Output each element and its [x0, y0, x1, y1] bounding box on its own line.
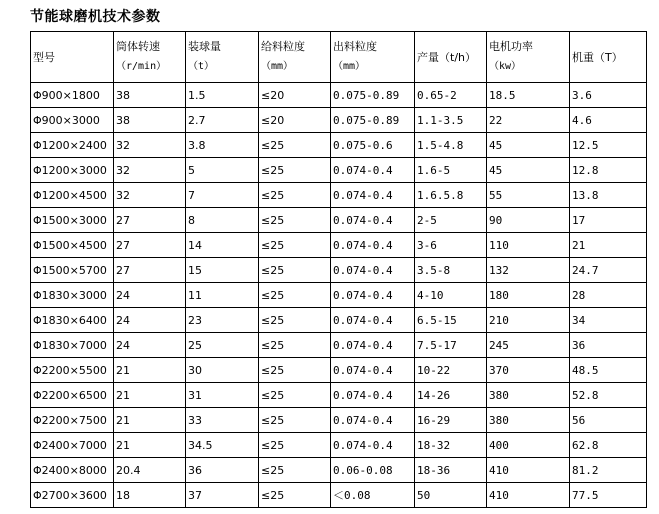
cell-feed-size: ≤25 [259, 458, 331, 483]
table-row [31, 458, 647, 483]
table-row [31, 358, 647, 383]
cell-ball-load: 37 [186, 483, 259, 508]
cell-discharge-size: 0.075-0.6 [331, 133, 415, 158]
cell-ball-load: 33 [186, 408, 259, 433]
cell-motor-power: 18.5 [487, 83, 570, 108]
cell-capacity: 7.5-17 [415, 333, 487, 358]
cell-capacity: 1.5-4.8 [415, 133, 487, 158]
cell-weight: 52.8 [570, 383, 647, 408]
header-speed [114, 32, 186, 83]
cell-feed-size: ≤25 [259, 233, 331, 258]
header-label: 出料粒度 [333, 40, 377, 53]
cell-feed-size: ≤20 [259, 108, 331, 133]
cell-discharge-size: 0.074-0.4 [331, 208, 415, 233]
cell-weight: 77.5 [570, 483, 647, 508]
cell-speed: 24 [114, 308, 186, 333]
cell-motor-power: 380 [487, 383, 570, 408]
cell-discharge-size: 0.074-0.4 [331, 308, 415, 333]
cell-model: Φ2400×7000 [31, 433, 114, 458]
header-label: 型号 [33, 51, 55, 64]
table-row [31, 408, 647, 433]
cell-feed-size: ≤25 [259, 333, 331, 358]
cell-discharge-size: 0.074-0.4 [331, 233, 415, 258]
header-label: 装球量 [188, 40, 221, 53]
cell-weight: 17 [570, 208, 647, 233]
cell-weight: 24.7 [570, 258, 647, 283]
cell-motor-power: 180 [487, 283, 570, 308]
cell-speed: 21 [114, 358, 186, 383]
cell-model: Φ1500×5700 [31, 258, 114, 283]
cell-motor-power: 90 [487, 208, 570, 233]
cell-model: Φ2200×7500 [31, 408, 114, 433]
cell-capacity: 18-36 [415, 458, 487, 483]
cell-discharge-size: 0.074-0.4 [331, 158, 415, 183]
cell-feed-size: ≤20 [259, 83, 331, 108]
cell-capacity: 4-10 [415, 283, 487, 308]
cell-model: Φ1830×6400 [31, 308, 114, 333]
cell-feed-size: ≤25 [259, 283, 331, 308]
cell-discharge-size: 0.074-0.4 [331, 333, 415, 358]
cell-motor-power: 245 [487, 333, 570, 358]
cell-weight: 28 [570, 283, 647, 308]
cell-speed: 27 [114, 233, 186, 258]
cell-motor-power: 22 [487, 108, 570, 133]
cell-capacity: 1.6.5.8 [415, 183, 487, 208]
cell-model: Φ1200×3000 [31, 158, 114, 183]
cell-feed-size: ≤25 [259, 158, 331, 183]
cell-model: Φ900×1800 [31, 83, 114, 108]
cell-motor-power: 210 [487, 308, 570, 333]
cell-capacity: 10-22 [415, 358, 487, 383]
cell-ball-load: 23 [186, 308, 259, 333]
cell-feed-size: ≤25 [259, 383, 331, 408]
cell-model: Φ1830×3000 [31, 283, 114, 308]
cell-motor-power: 45 [487, 158, 570, 183]
cell-speed: 24 [114, 333, 186, 358]
cell-feed-size: ≤25 [259, 183, 331, 208]
cell-weight: 62.8 [570, 433, 647, 458]
header-weight [570, 32, 647, 83]
cell-capacity: 50 [415, 483, 487, 508]
header-label: 给料粒度 [261, 40, 305, 53]
cell-discharge-size: 0.075-0.89 [331, 83, 415, 108]
cell-motor-power: 380 [487, 408, 570, 433]
cell-model: Φ1500×4500 [31, 233, 114, 258]
cell-capacity: 3-6 [415, 233, 487, 258]
cell-capacity: 1.6-5 [415, 158, 487, 183]
cell-speed: 27 [114, 208, 186, 233]
cell-ball-load: 31 [186, 383, 259, 408]
cell-discharge-size: 0.074-0.4 [331, 358, 415, 383]
header-label: 产量（t/h） [417, 51, 476, 64]
cell-ball-load: 30 [186, 358, 259, 383]
cell-ball-load: 36 [186, 458, 259, 483]
cell-ball-load: 14 [186, 233, 259, 258]
cell-ball-load: 5 [186, 158, 259, 183]
cell-discharge-size: 0.06-0.08 [331, 458, 415, 483]
cell-ball-load: 2.7 [186, 108, 259, 133]
cell-motor-power: 132 [487, 258, 570, 283]
cell-discharge-size: 0.074-0.4 [331, 183, 415, 208]
table-row [31, 83, 647, 108]
cell-speed: 27 [114, 258, 186, 283]
table-header [31, 32, 647, 83]
cell-motor-power: 410 [487, 483, 570, 508]
table-row [31, 433, 647, 458]
table-row [31, 383, 647, 408]
header-model [31, 32, 114, 83]
cell-feed-size: ≤25 [259, 208, 331, 233]
header-capacity [415, 32, 487, 83]
cell-weight: 21 [570, 233, 647, 258]
cell-capacity: 2-5 [415, 208, 487, 233]
cell-ball-load: 3.8 [186, 133, 259, 158]
cell-motor-power: 400 [487, 433, 570, 458]
cell-discharge-size: 0.074-0.4 [331, 408, 415, 433]
header-label: 筒体转速 [116, 40, 160, 53]
header-label: 电机功率 [489, 40, 533, 53]
cell-capacity: 0.65-2 [415, 83, 487, 108]
cell-speed: 18 [114, 483, 186, 508]
header-unit: （mm） [333, 61, 366, 72]
cell-feed-size: ≤25 [259, 483, 331, 508]
table-row [31, 208, 647, 233]
table-row [31, 283, 647, 308]
cell-capacity: 18-32 [415, 433, 487, 458]
cell-speed: 24 [114, 283, 186, 308]
table-body [31, 83, 647, 508]
cell-discharge-size: 0.074-0.4 [331, 433, 415, 458]
cell-model: Φ900×3000 [31, 108, 114, 133]
cell-speed: 32 [114, 133, 186, 158]
cell-discharge-size: 0.075-0.89 [331, 108, 415, 133]
header-row [31, 32, 647, 83]
cell-motor-power: 110 [487, 233, 570, 258]
table-row [31, 183, 647, 208]
table-row [31, 133, 647, 158]
cell-motor-power: 45 [487, 133, 570, 158]
cell-model: Φ2200×6500 [31, 383, 114, 408]
cell-weight: 12.5 [570, 133, 647, 158]
table-row [31, 233, 647, 258]
table-row [31, 333, 647, 358]
spec-table [30, 31, 647, 508]
cell-weight: 81.2 [570, 458, 647, 483]
cell-feed-size: ≤25 [259, 408, 331, 433]
cell-ball-load: 7 [186, 183, 259, 208]
header-motor-power [487, 32, 570, 83]
cell-motor-power: 55 [487, 183, 570, 208]
header-ball-load [186, 32, 259, 83]
cell-feed-size: ≤25 [259, 433, 331, 458]
cell-speed: 32 [114, 183, 186, 208]
header-unit: （mm） [261, 61, 294, 72]
cell-speed: 32 [114, 158, 186, 183]
header-unit: （kw） [489, 61, 522, 72]
cell-feed-size: ≤25 [259, 258, 331, 283]
cell-weight: 56 [570, 408, 647, 433]
cell-ball-load: 25 [186, 333, 259, 358]
cell-model: Φ2400×8000 [31, 458, 114, 483]
cell-capacity: 1.1-3.5 [415, 108, 487, 133]
cell-speed: 21 [114, 383, 186, 408]
cell-model: Φ1200×4500 [31, 183, 114, 208]
cell-model: Φ2200×5500 [31, 358, 114, 383]
cell-speed: 21 [114, 433, 186, 458]
cell-weight: 3.6 [570, 83, 647, 108]
cell-ball-load: 15 [186, 258, 259, 283]
cell-discharge-size: ＜0.08 [331, 483, 415, 508]
table-row [31, 483, 647, 508]
cell-capacity: 14-26 [415, 383, 487, 408]
cell-ball-load: 1.5 [186, 83, 259, 108]
header-unit: （t） [188, 61, 215, 72]
cell-model: Φ1200×2400 [31, 133, 114, 158]
cell-speed: 21 [114, 408, 186, 433]
cell-motor-power: 410 [487, 458, 570, 483]
cell-ball-load: 34.5 [186, 433, 259, 458]
cell-discharge-size: 0.074-0.4 [331, 383, 415, 408]
cell-model: Φ1830×7000 [31, 333, 114, 358]
header-discharge-size [331, 32, 415, 83]
cell-ball-load: 8 [186, 208, 259, 233]
table-row [31, 308, 647, 333]
cell-capacity: 16-29 [415, 408, 487, 433]
header-label: 机重（T） [572, 51, 623, 64]
cell-ball-load: 11 [186, 283, 259, 308]
cell-motor-power: 370 [487, 358, 570, 383]
cell-feed-size: ≤25 [259, 133, 331, 158]
cell-weight: 12.8 [570, 158, 647, 183]
cell-weight: 4.6 [570, 108, 647, 133]
header-feed-size [259, 32, 331, 83]
cell-weight: 13.8 [570, 183, 647, 208]
cell-weight: 48.5 [570, 358, 647, 383]
cell-speed: 38 [114, 108, 186, 133]
cell-model: Φ1500×3000 [31, 208, 114, 233]
cell-model: Φ2700×3600 [31, 483, 114, 508]
header-unit: （r/min） [116, 61, 167, 72]
cell-feed-size: ≤25 [259, 358, 331, 383]
cell-discharge-size: 0.074-0.4 [331, 258, 415, 283]
table-row [31, 158, 647, 183]
cell-speed: 38 [114, 83, 186, 108]
cell-weight: 34 [570, 308, 647, 333]
cell-discharge-size: 0.074-0.4 [331, 283, 415, 308]
table-row [31, 258, 647, 283]
cell-weight: 36 [570, 333, 647, 358]
cell-feed-size: ≤25 [259, 308, 331, 333]
table-row [31, 108, 647, 133]
cell-speed: 20.4 [114, 458, 186, 483]
page-title: 节能球磨机技术参数 [30, 9, 161, 25]
cell-capacity: 3.5-8 [415, 258, 487, 283]
cell-capacity: 6.5-15 [415, 308, 487, 333]
